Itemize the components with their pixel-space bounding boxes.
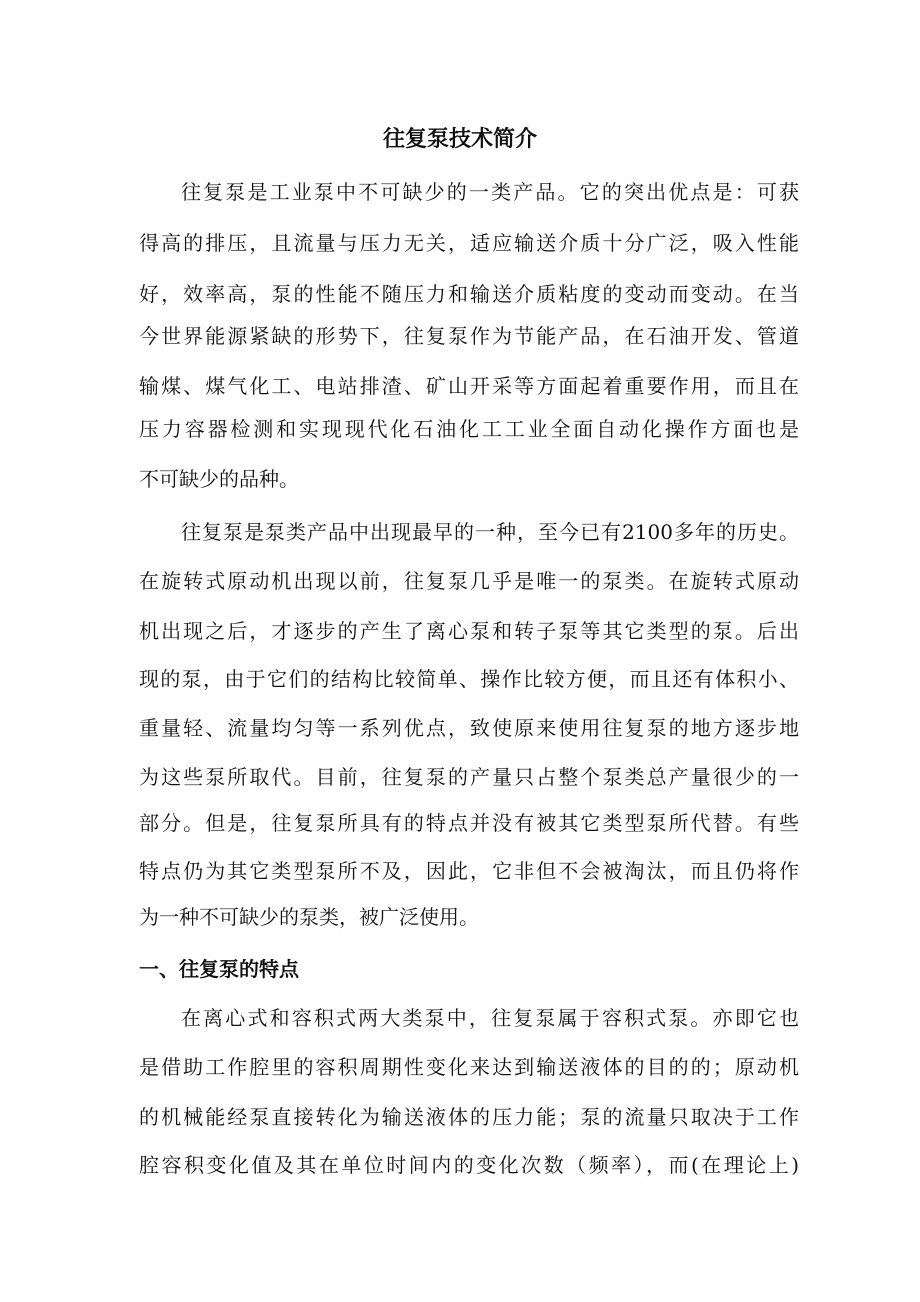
section-heading: 一、往复泵的特点 <box>139 957 299 981</box>
paragraph-line: 重量轻、流量均匀等一系列优点，致使原来使用往复泵的地方逐步地 <box>139 716 799 740</box>
paragraph-line: 好，效率高，泵的性能不随压力和输送介质粘度的变动而变动。在当 <box>139 282 799 306</box>
paragraph-line: 为一种不可缺少的泵类，被广泛使用。 <box>139 905 479 929</box>
paragraph-line: 是借助工作腔里的容积周期性变化来达到输送液体的目的的；原动机 <box>139 1055 799 1079</box>
paragraph-line: 的机械能经泵直接转化为输送液体的压力能；泵的流量只取决于工作 <box>139 1105 799 1129</box>
paragraph-line: 机出现之后，才逐步的产生了离心泵和转子泵等其它类型的泵。后出 <box>139 619 799 643</box>
paragraph-line: 腔容积变化值及其在单位时间内的变化次数（频率），而(在理论上) <box>139 1153 799 1177</box>
paragraph-line: 输煤、煤气化工、电站排渣、矿山开采等方面起着重要作用，而且在 <box>139 374 799 398</box>
paragraph-line: 部分。但是，往复泵所具有的特点并没有被其它类型泵所代替。有些 <box>139 811 799 835</box>
paragraph-line: 为这些泵所取代。目前，往复泵的产量只占整个泵类总产量很少的一 <box>139 765 799 789</box>
document-title: 往复泵技术简介 <box>382 127 537 152</box>
paragraph-line: 得高的排压，且流量与压力无关，适应输送介质十分广泛，吸入性能 <box>139 231 799 255</box>
paragraph-line: 现的泵，由于它们的结构比较简单、操作比较方便，而且还有体积小、 <box>139 667 799 691</box>
paragraph-line: 不可缺少的品种。 <box>139 467 299 491</box>
paragraph-line: 往复泵是工业泵中不可缺少的一类产品。它的突出优点是：可获 <box>181 180 799 204</box>
paragraph-line: 在离心式和容积式两大类泵中，往复泵属于容积式泵。亦即它也 <box>181 1006 799 1030</box>
paragraph-line: 压力容器检测和实现现代化石油化工工业全面自动化操作方面也是 <box>139 417 799 441</box>
paragraph-line: 今世界能源紧缺的形势下，往复泵作为节能产品，在石油开发、管道 <box>139 324 799 348</box>
paragraph-line: 特点仍为其它类型泵所不及，因此，它非但不会被淘汰，而且仍将作 <box>139 859 799 883</box>
paragraph-line: 往复泵是泵类产品中出现最早的一种，至今已有2100多年的历史。 <box>181 520 799 544</box>
paragraph-line: 在旋转式原动机出现以前，往复泵几乎是唯一的泵类。在旋转式原动 <box>139 569 799 593</box>
